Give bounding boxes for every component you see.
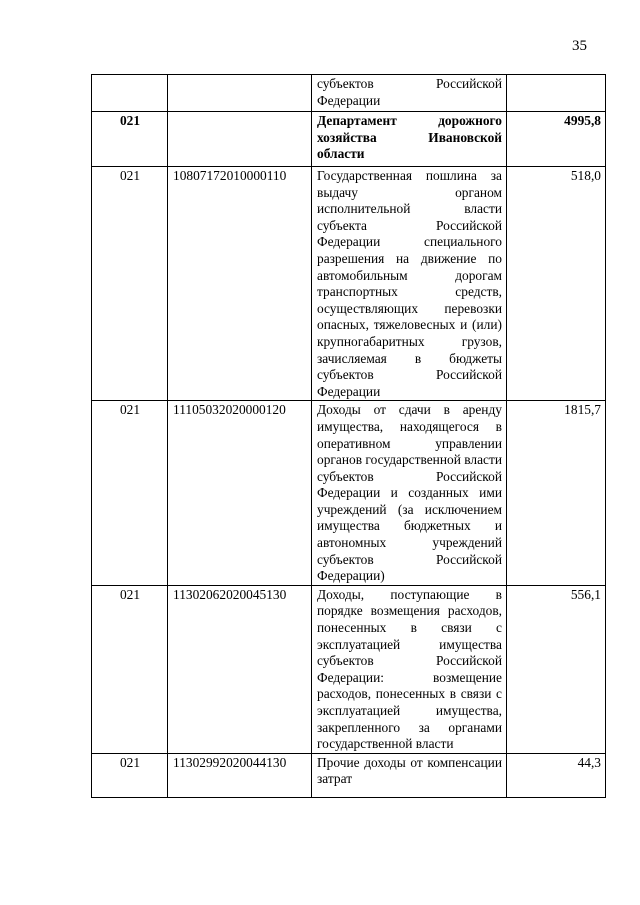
budget-code-cell bbox=[168, 75, 312, 112]
table-row bbox=[92, 401, 606, 586]
revenue-name-cell: Департамент дорожного хозяйства Ивановской области bbox=[312, 112, 507, 167]
revenue-name-cell: субъектов Российской Федерации bbox=[312, 75, 507, 112]
admin-code-cell bbox=[92, 753, 168, 797]
admin-code-cell: 021 bbox=[92, 112, 168, 167]
admin-code-cell bbox=[92, 75, 168, 112]
revenue-name-cell: Государственная пошлина за выдачу органом исполнительной власти субъекта Российской Федерации специального разрешения на движение по автомобильным дорогам транспортных средств, осуществляющих перевозки опасных, тяжеловесных и (или) крупногабаритных грузов, зачисляемая в бюджеты субъектов Российской Федерации bbox=[312, 167, 507, 401]
budget-code-cell bbox=[168, 112, 312, 167]
table-row bbox=[92, 167, 606, 401]
table-row bbox=[92, 753, 606, 797]
admin-code-cell: 021 bbox=[92, 167, 168, 401]
revenue-name-cell bbox=[312, 753, 507, 797]
table-row bbox=[92, 75, 606, 112]
amount-cell: 1815,7 bbox=[507, 401, 606, 586]
amount-cell: 4995,8 bbox=[507, 112, 606, 167]
admin-code-cell: 021 bbox=[92, 401, 168, 586]
amount-cell bbox=[507, 75, 606, 112]
budget-code-cell: 10807172010000110 bbox=[168, 167, 312, 401]
budget-code-text: 11302992020044130 bbox=[173, 754, 287, 770]
admin-code-cell: 021 bbox=[92, 585, 168, 753]
table-row bbox=[92, 112, 606, 167]
amount-cell: 556,1 bbox=[507, 585, 606, 753]
admin-code-text: 021 bbox=[119, 754, 141, 770]
table-row bbox=[92, 585, 606, 753]
amount-cell: 518,0 bbox=[507, 167, 606, 401]
amount-cell bbox=[507, 753, 606, 797]
budget-code-cell bbox=[168, 753, 312, 797]
revenue-name-cell: Доходы, поступающие в порядке возмещения расходов, понесенных в связи с эксплуатацией имущества субъектов Российской Федерации: возмещение расходов, понесенных в связи с эксплуатацией имущества, закрепленного за органами государственной власти bbox=[312, 585, 507, 753]
amount-text: 44,3 bbox=[577, 754, 601, 770]
budget-code-cell: 11105032020000120 bbox=[168, 401, 312, 586]
revenue-name-cell: Доходы от сдачи в аренду имущества, находящегося в оперативном управлении органов государственной власти субъектов Российской Федерации и созданных ими учреждений (за исключением имущества бюджетных и автономных учреждений субъектов Российской Федерации) bbox=[312, 401, 507, 586]
revenue-name-text: Прочие доходы от компенсации затрат bbox=[317, 754, 502, 787]
revenue-table bbox=[91, 74, 606, 798]
budget-code-cell: 11302062020045130 bbox=[168, 585, 312, 753]
page-number: 35 bbox=[572, 38, 587, 54]
